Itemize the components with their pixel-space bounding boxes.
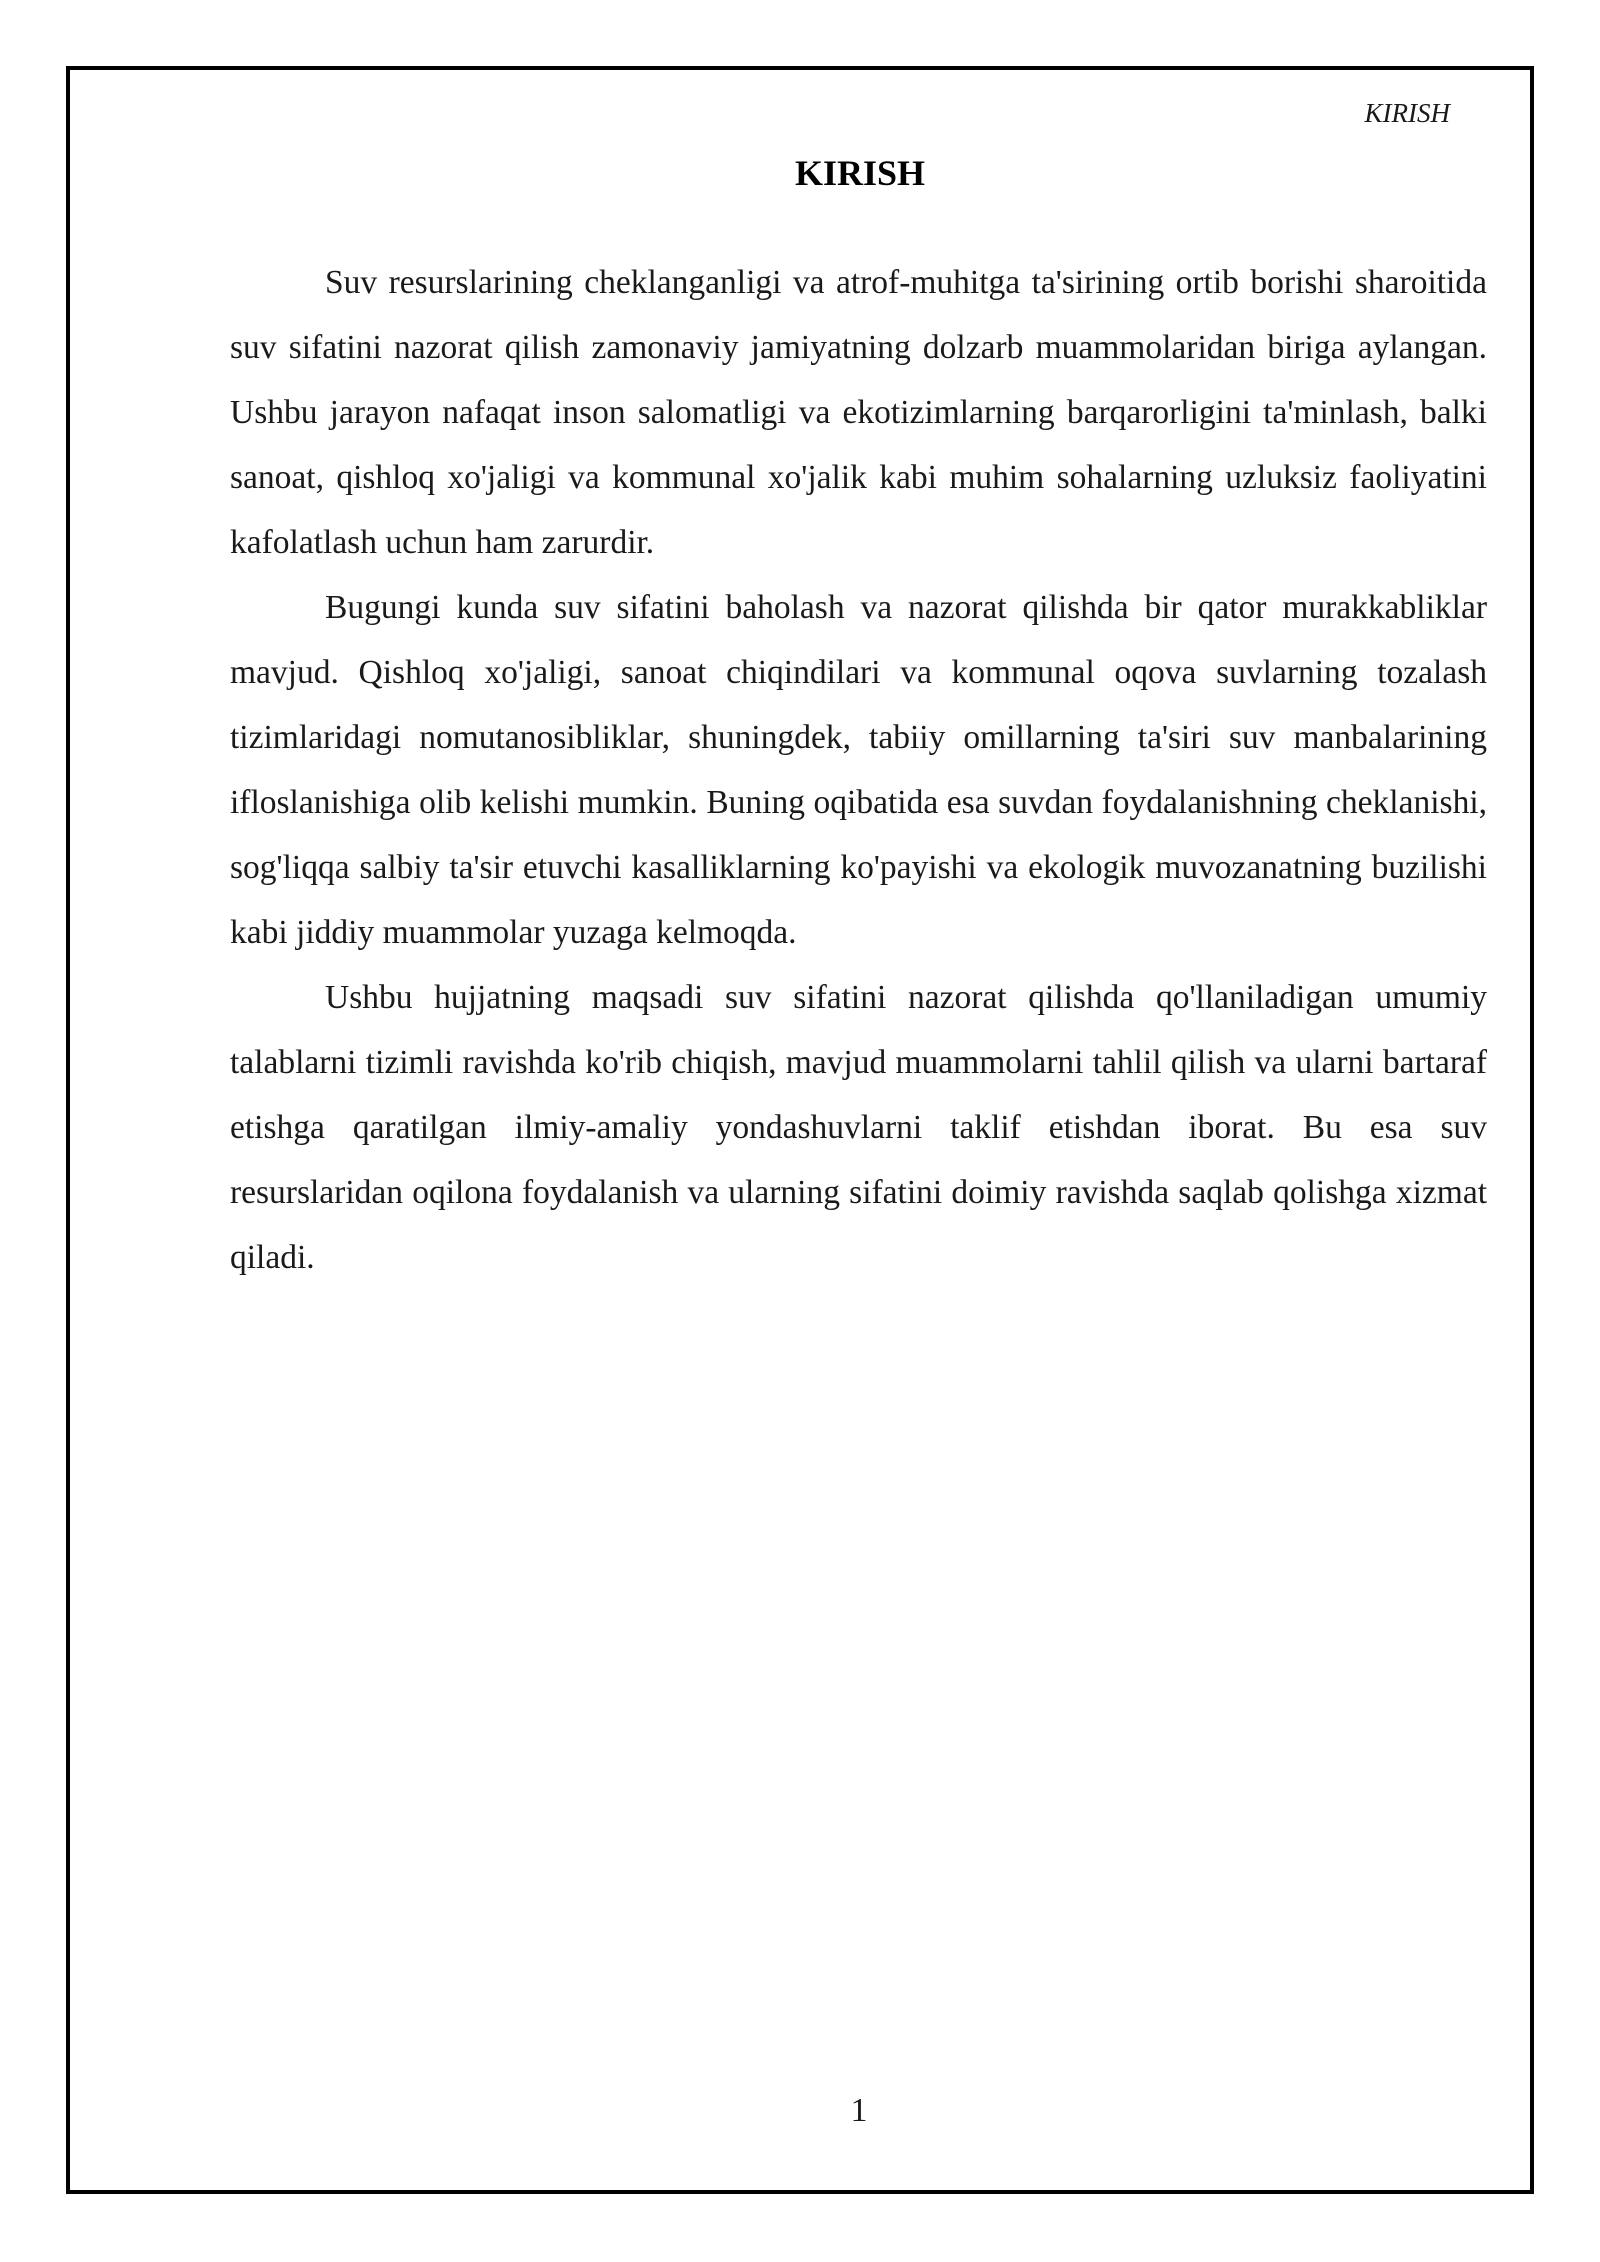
- running-header: KIRISH: [1364, 98, 1450, 128]
- paragraph-3: Ushbu hujjatning maqsadi suv sifatini nazorat qilishda qo'llaniladigan umumiy talablarni tizimli ravishda ko'rib chiqish, mavjud muammolarni tahlil qilish va ularni bartaraf etishga qaratilgan ilmiy-amaliy yondashuvlarni taklif etishdan iborat. Bu esa suv resurslaridan oqilona foydalanish va ularning sifatini doimiy ravishda saqlab qolishga xizmat qiladi.: [230, 979, 1487, 1276]
- paragraph-1: Suv resurslarining cheklanganligi va atrof-muhitga ta'sirining ortib borishi sharoitida suv sifatini nazorat qilish zamonaviy jamiyatning dolzarb muammolaridan biriga aylangan. Ushbu jarayon nafaqat inson salomatligi va ekotizimlarning barqarorligini ta'minlash, balki sanoat, qishloq xo'jaligi va kommunal xo'jalik kabi muhim sohalarning uzluksiz faoliyatini kafolatlash uchun ham zarurdir.: [230, 264, 1487, 561]
- paragraph-2: Bugungi kunda suv sifatini baholash va nazorat qilishda bir qator murakkabliklar mavjud. Qishloq xo'jaligi, sanoat chiqindilari va kommunal oqova suvlarning tozalash tizimlaridagi nomutanosibliklar, shuningdek, tabiiy omillarning ta'siri suv manbalarining ifloslanishiga olib kelishi mumkin. Buning oqibatida esa suvdan foydalanishning cheklanishi, sog'liqqa salbiy ta'sir etuvchi kasalliklarning ko'payishi va ekologik muvozanatning buzilishi kabi jiddiy muammolar yuzaga kelmoqda.: [230, 589, 1487, 951]
- page-number: 1: [850, 2092, 868, 2129]
- document-body: [230, 250, 1487, 1290]
- document-title: KIRISH: [794, 153, 926, 193]
